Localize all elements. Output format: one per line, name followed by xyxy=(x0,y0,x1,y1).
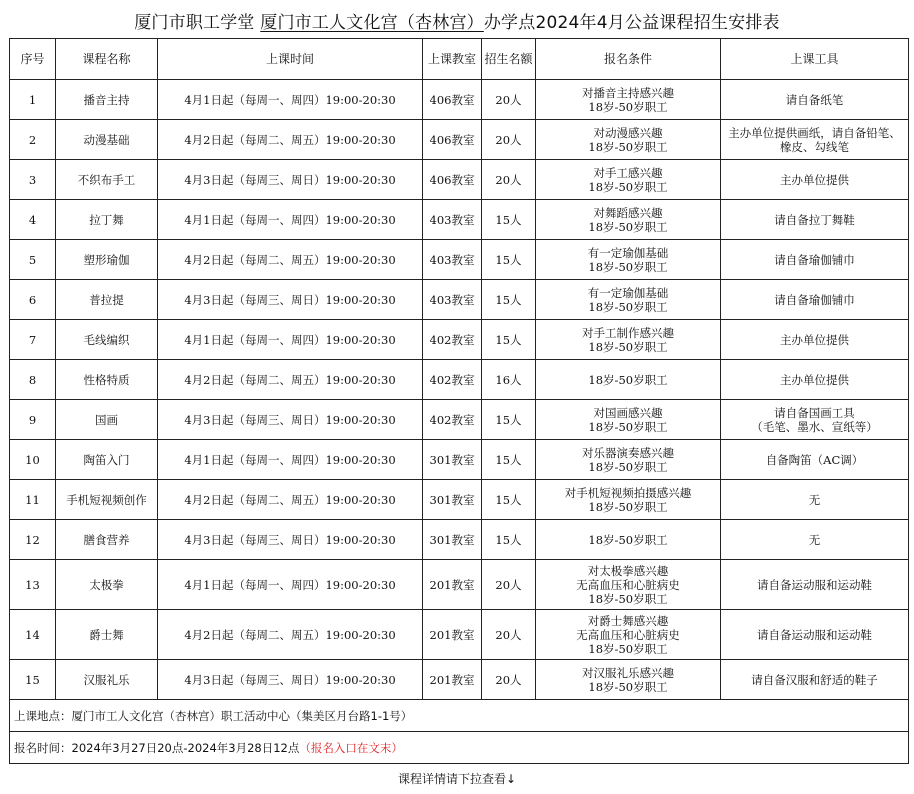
class-time: 4月2日起（每周二、周五）19:00-20:30 xyxy=(158,480,423,520)
condition: 对手机短视频拍摄感兴趣 18岁-50岁职工 xyxy=(536,480,721,520)
classroom: 406教室 xyxy=(423,160,482,200)
header-room: 上课教室 xyxy=(423,39,482,80)
location-row xyxy=(10,700,909,732)
page-title xyxy=(0,8,914,33)
condition: 对爵士舞感兴趣 无高血压和心脏病史 18岁-50岁职工 xyxy=(536,610,721,660)
table-row xyxy=(10,660,909,700)
table-row xyxy=(10,440,909,480)
table-row xyxy=(10,610,909,660)
class-time: 4月3日起（每周三、周日）19:00-20:30 xyxy=(158,160,423,200)
tools: 无 xyxy=(721,480,909,520)
tools: 主办单位提供画纸，请自备铅笔、 橡皮、勾线笔 xyxy=(721,120,909,160)
row-number: 3 xyxy=(10,160,56,200)
row-number: 2 xyxy=(10,120,56,160)
classroom: 403教室 xyxy=(423,240,482,280)
course-name: 陶笛入门 xyxy=(56,440,158,480)
course-name: 毛线编织 xyxy=(56,320,158,360)
tools: 自备陶笛（AC调） xyxy=(721,440,909,480)
condition: 18岁-50岁职工 xyxy=(536,520,721,560)
row-number: 6 xyxy=(10,280,56,320)
condition: 对太极拳感兴趣 无高血压和心脏病史 18岁-50岁职工 xyxy=(536,560,721,610)
course-name: 汉服礼乐 xyxy=(56,660,158,700)
condition: 对乐器演奏感兴趣 18岁-50岁职工 xyxy=(536,440,721,480)
classroom: 406教室 xyxy=(423,80,482,120)
tools: 请自备运动服和运动鞋 xyxy=(721,560,909,610)
quota: 20人 xyxy=(482,560,536,610)
tools: 请自备瑜伽铺巾 xyxy=(721,280,909,320)
course-name: 太极拳 xyxy=(56,560,158,610)
table-row xyxy=(10,200,909,240)
course-table xyxy=(9,38,909,764)
quota: 20人 xyxy=(482,660,536,700)
condition: 对手工制作感兴趣 18岁-50岁职工 xyxy=(536,320,721,360)
condition: 有一定瑜伽基础 18岁-50岁职工 xyxy=(536,240,721,280)
row-number: 8 xyxy=(10,360,56,400)
class-time: 4月1日起（每周一、周四）19:00-20:30 xyxy=(158,560,423,610)
header-quota: 招生名额 xyxy=(482,39,536,80)
row-number: 12 xyxy=(10,520,56,560)
quota: 15人 xyxy=(482,320,536,360)
table-row xyxy=(10,280,909,320)
quota: 15人 xyxy=(482,200,536,240)
table-row xyxy=(10,320,909,360)
classroom: 402教室 xyxy=(423,320,482,360)
quota: 15人 xyxy=(482,520,536,560)
classroom: 406教室 xyxy=(423,120,482,160)
classroom: 301教室 xyxy=(423,520,482,560)
quota: 20人 xyxy=(482,610,536,660)
tools: 请自备拉丁舞鞋 xyxy=(721,200,909,240)
condition: 有一定瑜伽基础 18岁-50岁职工 xyxy=(536,280,721,320)
header-time: 上课时间 xyxy=(158,39,423,80)
tools: 请自备瑜伽铺巾 xyxy=(721,240,909,280)
course-name: 膳食营养 xyxy=(56,520,158,560)
table-row xyxy=(10,520,909,560)
condition: 对舞蹈感兴趣 18岁-50岁职工 xyxy=(536,200,721,240)
condition: 对国画感兴趣 18岁-50岁职工 xyxy=(536,400,721,440)
condition: 对手工感兴趣 18岁-50岁职工 xyxy=(536,160,721,200)
header-condition: 报名条件 xyxy=(536,39,721,80)
tools: 主办单位提供 xyxy=(721,360,909,400)
table-row xyxy=(10,120,909,160)
row-number: 9 xyxy=(10,400,56,440)
table-row xyxy=(10,160,909,200)
class-time: 4月1日起（每周一、周四）19:00-20:30 xyxy=(158,80,423,120)
quota: 16人 xyxy=(482,360,536,400)
table-header-row xyxy=(10,39,909,80)
scroll-hint: 课程详情请下拉查看↓ xyxy=(397,772,517,786)
table-row xyxy=(10,80,909,120)
class-time: 4月1日起（每周一、周四）19:00-20:30 xyxy=(158,320,423,360)
course-name: 爵士舞 xyxy=(56,610,158,660)
classroom: 403教室 xyxy=(423,200,482,240)
quota: 15人 xyxy=(482,280,536,320)
header-tools: 上课工具 xyxy=(721,39,909,80)
header-name: 课程名称 xyxy=(56,39,158,80)
course-name: 不织布手工 xyxy=(56,160,158,200)
course-name: 动漫基础 xyxy=(56,120,158,160)
course-name: 性格特质 xyxy=(56,360,158,400)
class-time: 4月3日起（每周三、周日）19:00-20:30 xyxy=(158,520,423,560)
signup-row xyxy=(10,732,909,764)
quota: 20人 xyxy=(482,120,536,160)
row-number: 15 xyxy=(10,660,56,700)
course-name: 国画 xyxy=(56,400,158,440)
condition: 对动漫感兴趣 18岁-50岁职工 xyxy=(536,120,721,160)
classroom: 402教室 xyxy=(423,400,482,440)
class-time: 4月1日起（每周一、周四）19:00-20:30 xyxy=(158,200,423,240)
class-time: 4月3日起（每周三、周日）19:00-20:30 xyxy=(158,280,423,320)
row-number: 13 xyxy=(10,560,56,610)
condition: 对汉服礼乐感兴趣 18岁-50岁职工 xyxy=(536,660,721,700)
signup-note: （报名入口在文末） xyxy=(299,740,403,755)
classroom: 201教室 xyxy=(423,610,482,660)
row-number: 7 xyxy=(10,320,56,360)
row-number: 4 xyxy=(10,200,56,240)
classroom: 201教室 xyxy=(423,560,482,610)
class-time: 4月2日起（每周二、周五）19:00-20:30 xyxy=(158,240,423,280)
course-name: 播音主持 xyxy=(56,80,158,120)
table-row xyxy=(10,480,909,520)
tools: 请自备纸笔 xyxy=(721,80,909,120)
title-part2: 厦门市工人文化宫（杏林宫） xyxy=(260,13,484,33)
signup-cell xyxy=(10,732,909,764)
class-time: 4月2日起（每周二、周五）19:00-20:30 xyxy=(158,610,423,660)
row-number: 5 xyxy=(10,240,56,280)
quota: 15人 xyxy=(482,240,536,280)
tools: 主办单位提供 xyxy=(721,160,909,200)
course-name: 手机短视频创作 xyxy=(56,480,158,520)
quota: 20人 xyxy=(482,160,536,200)
row-number: 10 xyxy=(10,440,56,480)
tools: 请自备汉服和舒适的鞋子 xyxy=(721,660,909,700)
tools: 主办单位提供 xyxy=(721,320,909,360)
table-row xyxy=(10,360,909,400)
tools: 无 xyxy=(721,520,909,560)
condition: 对播音主持感兴趣 18岁-50岁职工 xyxy=(536,80,721,120)
row-number: 1 xyxy=(10,80,56,120)
quota: 15人 xyxy=(482,440,536,480)
table-row xyxy=(10,400,909,440)
class-time: 4月2日起（每周二、周五）19:00-20:30 xyxy=(158,120,423,160)
classroom: 402教室 xyxy=(423,360,482,400)
tools: 请自备运动服和运动鞋 xyxy=(721,610,909,660)
course-name: 普拉提 xyxy=(56,280,158,320)
quota: 15人 xyxy=(482,480,536,520)
location-text: 上课地点：厦门市工人文化宫（杏林宫）职工活动中心（集美区月台路1-1号） xyxy=(10,700,909,732)
title-part3: 办学点2024年4月公益课程招生安排表 xyxy=(483,13,780,33)
row-number: 14 xyxy=(10,610,56,660)
class-time: 4月2日起（每周二、周五）19:00-20:30 xyxy=(158,360,423,400)
table-row xyxy=(10,560,909,610)
course-name: 拉丁舞 xyxy=(56,200,158,240)
condition: 18岁-50岁职工 xyxy=(536,360,721,400)
class-time: 4月1日起（每周一、周四）19:00-20:30 xyxy=(158,440,423,480)
table-row xyxy=(10,240,909,280)
quota: 20人 xyxy=(482,80,536,120)
tools: 请自备国画工具 （毛笔、墨水、宣纸等） xyxy=(721,400,909,440)
header-no: 序号 xyxy=(10,39,56,80)
title-part1: 厦门市职工学堂 xyxy=(134,13,261,33)
classroom: 201教室 xyxy=(423,660,482,700)
quota: 15人 xyxy=(482,400,536,440)
classroom: 403教室 xyxy=(423,280,482,320)
class-time: 4月3日起（每周三、周日）19:00-20:30 xyxy=(158,400,423,440)
classroom: 301教室 xyxy=(423,480,482,520)
course-name: 塑形瑜伽 xyxy=(56,240,158,280)
classroom: 301教室 xyxy=(423,440,482,480)
signup-time: 报名时间：2024年3月27日20点-2024年3月28日12点 xyxy=(14,740,300,755)
class-time: 4月3日起（每周三、周日）19:00-20:30 xyxy=(158,660,423,700)
row-number: 11 xyxy=(10,480,56,520)
